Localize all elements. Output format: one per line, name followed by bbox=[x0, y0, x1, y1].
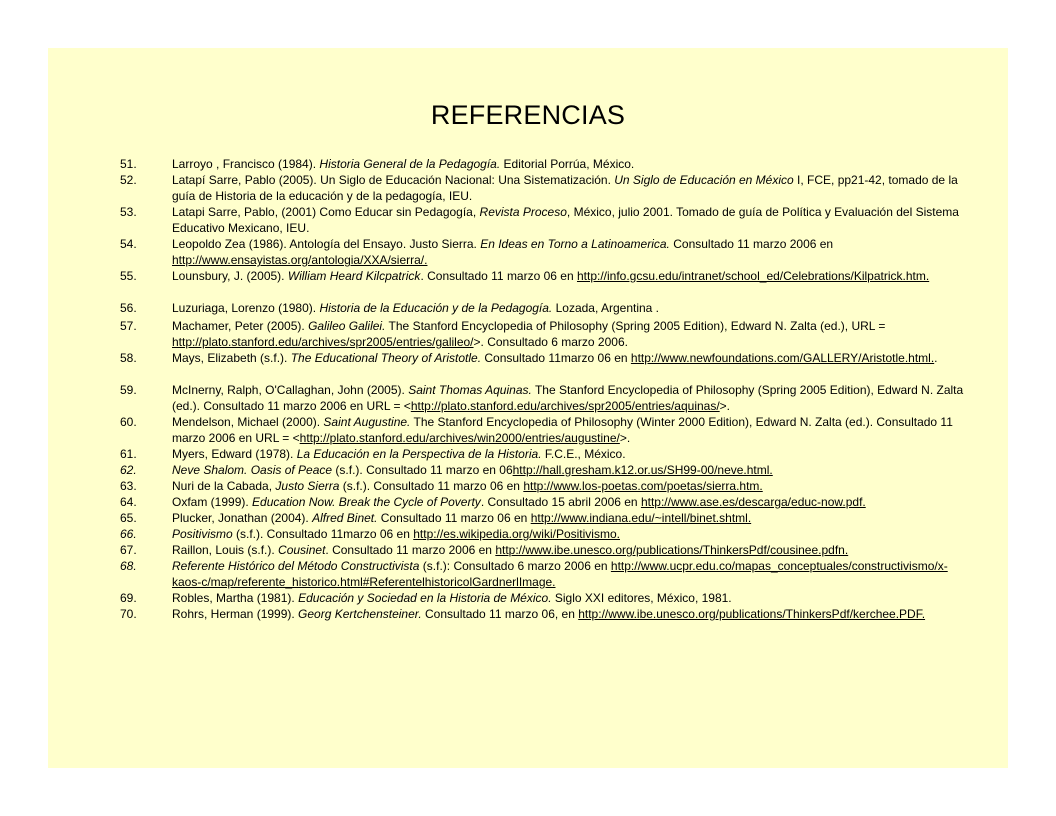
reference-text bbox=[172, 204, 970, 236]
reference-link[interactable]: http://www.los-poetas.com/poetas/sierra.htm. bbox=[523, 479, 763, 493]
reference-link[interactable]: http://www.ucpr.edu.co/mapas_conceptuales/constructivismo/x-kaos-c/map/referente_historico.html#ReferentelhistoricolGardnerlImage. bbox=[172, 559, 948, 589]
reference-number: 58. bbox=[120, 351, 137, 365]
reference-author: Myers, Edward (1978). bbox=[172, 447, 297, 461]
reference-link[interactable]: http://www.ensayistas.org/antologia/XXA/sierra/. bbox=[172, 253, 428, 267]
reference-details: Consultado 11 marzo 06, en bbox=[421, 607, 579, 621]
reference-title: Educación y Sociedad en la Historia de México. bbox=[298, 591, 552, 605]
reference-text bbox=[172, 382, 970, 414]
reference-details: . Consultado 11 marzo 2006 en bbox=[325, 543, 496, 557]
reference-author: Lounsbury, J. (2005). bbox=[172, 269, 288, 283]
reference-details: (s.f.). Consultado 11 marzo en 06 bbox=[332, 463, 513, 477]
reference-text bbox=[172, 318, 970, 350]
reference-text bbox=[172, 558, 970, 590]
reference-title: Justo Sierra bbox=[275, 479, 340, 493]
reference-title: William Heard Kilcpatrick bbox=[287, 269, 421, 283]
reference-text bbox=[172, 510, 970, 526]
reference-details: (s.f.). Consultado 11 marzo 06 en bbox=[339, 479, 524, 493]
reference-details: (s.f.). Consultado 11marzo 06 en bbox=[232, 527, 414, 541]
reference-details: I, FCE, pp21-42, tomado de la guía de Historia de la educación y de la pedagogía, IEU. bbox=[172, 173, 958, 203]
reference-author: Luzuriaga, Lorenzo (1980). bbox=[172, 301, 320, 315]
reference-details: Siglo XXI editores, México, 1981. bbox=[551, 591, 732, 605]
reference-link[interactable]: http://plato.stanford.edu/archives/win2000/entries/augustine/ bbox=[299, 431, 620, 445]
slide bbox=[48, 48, 1008, 768]
reference-link[interactable]: http://info.gcsu.edu/intranet/school_ed/Celebrations/Kilpatrick.htm. bbox=[576, 269, 930, 283]
reference-author: Oxfam (1999). bbox=[172, 495, 253, 509]
reference-title: Revista Proceso bbox=[479, 205, 567, 219]
reference-author: Mays, Elizabeth (s.f.). bbox=[172, 351, 291, 365]
reference-author: Mendelson, Michael (2000). bbox=[172, 415, 324, 429]
reference-details: Editorial Porrúa, México. bbox=[500, 157, 635, 171]
reference-text bbox=[172, 172, 970, 204]
reference-number: 65. bbox=[120, 511, 137, 525]
reference-title: Alfred Binet. bbox=[312, 511, 378, 525]
reference-number: 63. bbox=[120, 479, 137, 493]
reference-title: Saint Thomas Aquinas. bbox=[408, 383, 532, 397]
reference-number: 54. bbox=[120, 237, 137, 251]
reference-author: Rohrs, Herman (1999). bbox=[172, 607, 299, 621]
reference-text bbox=[172, 268, 970, 284]
reference-author: McInerny, Ralph, O'Callaghan, John (2005). bbox=[172, 383, 409, 397]
reference-title: The Educational Theory of Aristotle. bbox=[290, 351, 482, 365]
reference-text bbox=[172, 414, 970, 446]
reference-number: 70. bbox=[120, 607, 137, 621]
reference-number: 53. bbox=[120, 205, 137, 219]
reference-number: 56. bbox=[120, 301, 137, 315]
reference-details: Consultado 11 marzo 06 en bbox=[377, 511, 531, 525]
reference-link[interactable]: http://www.indiana.edu/~intell/binet.shtml. bbox=[530, 511, 752, 525]
reference-link[interactable]: http://es.wikipedia.org/wiki/Positivismo. bbox=[413, 527, 620, 541]
reference-details: F.C.E., México. bbox=[541, 447, 626, 461]
reference-link[interactable]: http://www.ase.es/descarga/educ-now.pdf. bbox=[640, 495, 866, 509]
page-title: REFERENCIAS bbox=[430, 100, 626, 130]
reference-link[interactable]: http://www.ibe.unesco.org/publications/ThinkersPdf/cousinee.pdfn. bbox=[495, 543, 849, 557]
reference-text bbox=[172, 462, 970, 478]
reference-text bbox=[172, 156, 970, 172]
reference-author: Plucker, Jonathan (2004). bbox=[172, 511, 313, 525]
reference-number: 60. bbox=[120, 415, 137, 429]
reference-number: 66. bbox=[120, 527, 137, 541]
reference-number: 52. bbox=[120, 173, 137, 187]
reference-number: 61. bbox=[120, 447, 137, 461]
reference-title: Georg Kertchensteiner. bbox=[298, 607, 422, 621]
reference-number: 59. bbox=[120, 383, 137, 397]
reference-link[interactable]: http://hall.gresham.k12.or.us/SH99-00/neve.html. bbox=[512, 463, 773, 477]
reference-author: Latapi Sarre, Pablo, (2001) Como Educar sin Pedagogía, bbox=[172, 205, 480, 219]
reference-author: Machamer, Peter (2005). bbox=[172, 319, 309, 333]
reference-title: Historia de la Educación y de la Pedagogía. bbox=[319, 301, 553, 315]
reference-suffix: >. bbox=[619, 431, 631, 445]
reference-title: Historia General de la Pedagogía. bbox=[319, 157, 501, 171]
reference-link[interactable]: http://www.ibe.unesco.org/publications/ThinkersPdf/kerchee.PDF. bbox=[578, 607, 926, 621]
reference-suffix: >. bbox=[719, 399, 731, 413]
reference-text bbox=[172, 300, 970, 316]
reference-suffix: >. Consultado 6 marzo 2006. bbox=[473, 335, 628, 349]
reference-number: 68. bbox=[120, 559, 137, 573]
reference-text bbox=[172, 526, 970, 542]
reference-text bbox=[172, 542, 970, 558]
reference-number: 57. bbox=[120, 319, 137, 333]
reference-author: Leopoldo Zea (1986). Antología del Ensayo. Justo Sierra. bbox=[172, 237, 481, 251]
reference-number: 62. bbox=[120, 463, 137, 477]
reference-details: The Stanford Encyclopedia of Philosophy (Spring 2005 Edition), Edward N. Zalta (ed.). Consultado 11 marzo 2006 en URL = < bbox=[172, 383, 964, 413]
reference-author: Robles, Martha (1981). bbox=[172, 591, 299, 605]
reference-link[interactable]: http://plato.stanford.edu/archives/spr2005/entries/aquinas/ bbox=[410, 399, 720, 413]
reference-title: Galileo Galilei. bbox=[308, 319, 386, 333]
reference-link[interactable]: http://www.newfoundations.com/GALLERY/Aristotle.html. bbox=[630, 351, 935, 365]
reference-text bbox=[172, 606, 970, 622]
reference-details: The Stanford Encyclopedia of Philosophy (Winter 2000 Edition), Edward N. Zalta (ed.). Consultado 11 marzo 2006 en URL = < bbox=[172, 415, 953, 445]
reference-text bbox=[172, 590, 970, 606]
reference-title: Referente Histórico del Método Constructivista bbox=[172, 559, 420, 573]
reference-number: 67. bbox=[120, 543, 137, 557]
reference-title: Un Siglo de Educación en México bbox=[614, 173, 794, 187]
reference-title: En Ideas en Torno a Latinoamerica. bbox=[480, 237, 670, 251]
reference-title: La Educación en la Perspectiva de la Historia. bbox=[296, 447, 542, 461]
reference-details: . Consultado 15 abril 2006 en bbox=[480, 495, 641, 509]
reference-title: Saint Augustine. bbox=[323, 415, 411, 429]
reference-details: The Stanford Encyclopedia of Philosophy (Spring 2005 Edition), Edward N. Zalta (ed.), URL = bbox=[385, 319, 886, 333]
reference-details: , México, julio 2001. Tomado de guía de Política y Evaluación del Sistema Educativo Mexicano, IEU. bbox=[172, 205, 959, 235]
reference-text bbox=[172, 350, 970, 366]
reference-title: Cousinet bbox=[278, 543, 326, 557]
reference-details: . Consultado 11 marzo 06 en bbox=[420, 269, 577, 283]
reference-number: 69. bbox=[120, 591, 137, 605]
reference-author: Nuri de la Cabada, bbox=[172, 479, 276, 493]
reference-details: (s.f.): Consultado 6 marzo 2006 en bbox=[419, 559, 611, 573]
reference-author: Latapí Sarre, Pablo (2005). Un Siglo de Educación Nacional: Una Sistematización. bbox=[172, 173, 615, 187]
reference-title: Education Now. Break the Cycle of Poverty bbox=[252, 495, 481, 509]
reference-details: Consultado 11 marzo 2006 en bbox=[669, 237, 834, 251]
reference-number: 55. bbox=[120, 269, 137, 283]
reference-title: Neve Shalom. Oasis of Peace bbox=[172, 463, 333, 477]
reference-number: 51. bbox=[120, 157, 137, 171]
reference-author: Larroyo , Francisco (1984). bbox=[172, 157, 320, 171]
reference-text bbox=[172, 236, 970, 268]
reference-author: Raillon, Louis (s.f.). bbox=[172, 543, 279, 557]
reference-text bbox=[172, 478, 970, 494]
reference-title: Positivismo bbox=[172, 527, 233, 541]
reference-details: Consultado 11marzo 06 en bbox=[481, 351, 631, 365]
reference-text bbox=[172, 446, 970, 462]
reference-link[interactable]: http://plato.stanford.edu/archives/spr2005/entries/galileo/ bbox=[172, 335, 474, 349]
reference-number: 64. bbox=[120, 495, 137, 509]
reference-details: Lozada, Argentina . bbox=[552, 301, 660, 315]
reference-suffix: . bbox=[934, 351, 938, 365]
reference-text bbox=[172, 494, 970, 510]
